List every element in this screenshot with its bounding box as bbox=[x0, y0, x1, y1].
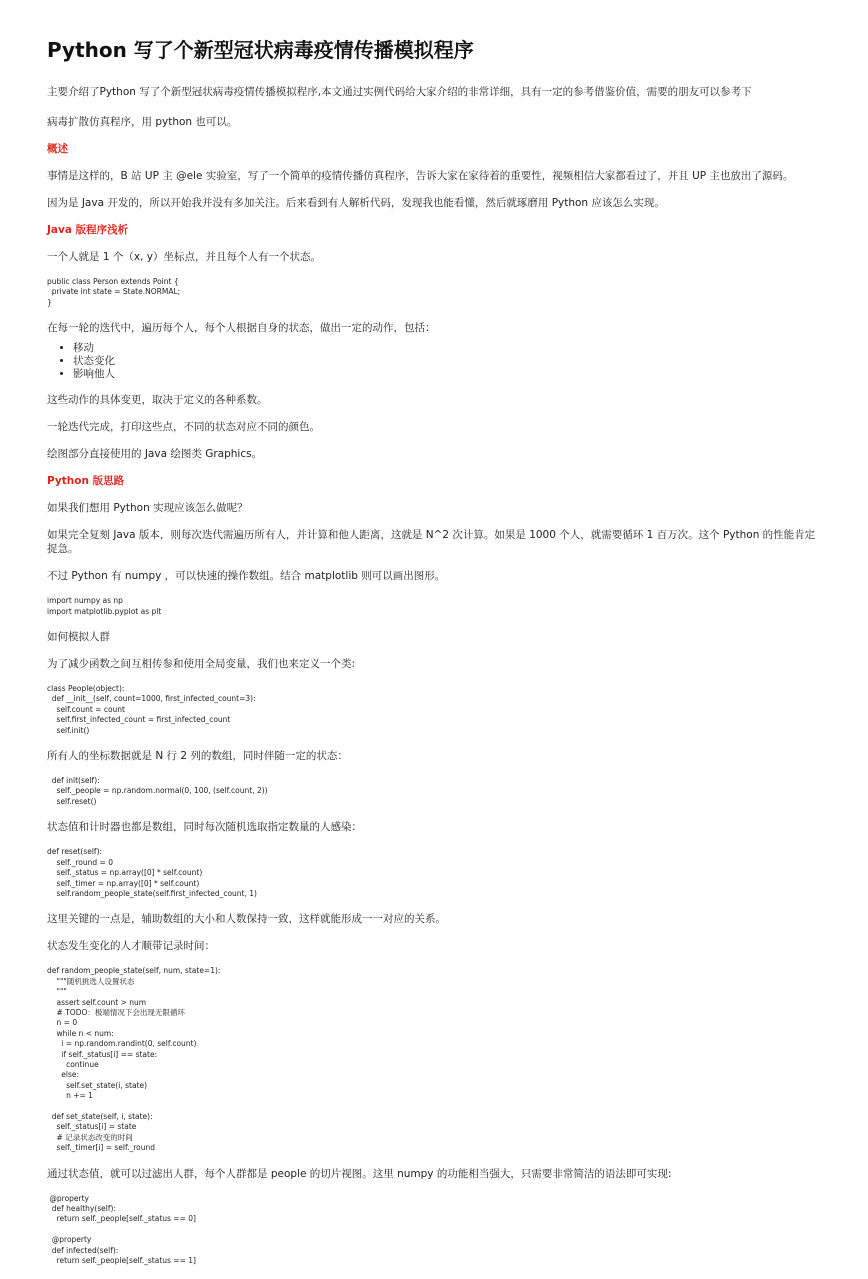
page-title: Python 写了个新型冠状病毒疫情传播模拟程序 bbox=[47, 38, 474, 62]
paragraph: 病毒扩散仿真程序，用 python 也可以。 bbox=[47, 116, 238, 128]
actions-list bbox=[47, 342, 822, 381]
list-item: • 移动 bbox=[73, 342, 822, 355]
paragraph: 一个人就是 1 个（x, y）坐标点，并且每个人有一个状态。 bbox=[47, 251, 321, 263]
paragraph: 绘图部分直接使用的 Java 绘图类 Graphics。 bbox=[47, 448, 263, 461]
code-block: import numpy as np import matplotlib.pyplot as plt bbox=[47, 596, 162, 616]
paragraph: 为了减少函数之间互相传参和使用全局变量，我们也来定义一个类: bbox=[47, 658, 356, 671]
paragraph: 因为是 Java 开发的，所以开始我并没有多加关注。后来看到有人解析代码，发现我也能看懂，然后就琢磨用 Python 应该怎么实现。 bbox=[47, 197, 665, 209]
section-heading-python: Python 版思路 bbox=[47, 475, 125, 488]
section-heading-overview: 概述 bbox=[47, 143, 68, 155]
article-summary: 主要介绍了Python 写了个新型冠状病毒疫情传播模拟程序,本文通过实例代码给大家介绍的非常详细，具有一定的参考借鉴价值，需要的朋友可以参考下 bbox=[47, 86, 752, 98]
list-item: • 状态变化 bbox=[73, 355, 822, 368]
paragraph: 事情是这样的，B 站 UP 主 @ele 实验室，写了一个简单的疫情传播仿真程序，告诉大家在家待着的重要性，视频相信大家都看过了，并且 UP 主也放出了源码。 bbox=[47, 170, 794, 182]
paragraph: 这些动作的具体变更，取决于定义的各种系数。 bbox=[47, 394, 268, 407]
paragraph: 如果我们想用 Python 实现应该怎么做呢？ bbox=[47, 502, 248, 515]
paragraph: 状态值和计时器也都是数组，同时每次随机选取指定数量的人感染： bbox=[47, 821, 362, 834]
paragraph: 一轮迭代完成，打印这些点，不同的状态对应不同的颜色。 bbox=[47, 421, 320, 434]
code-block: class People(object): def __init__(self, count=1000, first_infected_count=3): self.count = count self.first_infected_count = first_infected_count self.init() bbox=[47, 684, 256, 735]
code-block: def random_people_state(self, num, state=1): """随机挑选人设置状态 """ assert self.count > num # TODO：极端情况下会出现无限循环 n = 0 while n < num: i = np.random.randint(0, self.count) if self._status[i] == state: continue else: self.set_state(i, state) n += 1 def set_state(self, i, state): self._status[i] = state # 记录状态改变的时间 self._timer[i] = self._round bbox=[47, 966, 221, 1153]
paragraph: 如何模拟人群 bbox=[47, 631, 110, 644]
code-block: def reset(self): self._round = 0 self._status = np.array([0] * self.count) self._timer = np.array([0] * self.count) self.random_people_state(self.first_infected_count, 1) bbox=[47, 847, 257, 898]
paragraph: 状态发生变化的人才顺带记录时间： bbox=[47, 940, 215, 953]
paragraph: 在每一轮的迭代中，遍历每个人，每个人根据自身的状态，做出一定的动作，包括： bbox=[47, 322, 436, 335]
paragraph: 不过 Python 有 numpy ，可以快速的操作数组。结合 matplotlib 则可以画出图形。 bbox=[47, 570, 446, 583]
list-item: • 影响他人 bbox=[73, 368, 822, 381]
code-block: def init(self): self._people = np.random.normal(0, 100, (self.count, 2)) self.reset() bbox=[51, 776, 268, 806]
paragraph: 如果完全复刻 Java 版本，则每次迭代需遍历所有人，并计算和他人距离，这就是 N^2 次计算。如果是 1000 个人，就需要循环 1 百万次。这个 Python 的性能肯定捉急。 bbox=[47, 529, 816, 556]
paragraph: 所有人的坐标数据就是 N 行 2 列的数组，同时伴随一定的状态： bbox=[47, 750, 348, 763]
paragraph: 通过状态值，就可以过滤出人群，每个人群都是 people 的切片视图。这里 numpy 的功能相当强大，只需要非常简洁的语法即可实现: bbox=[47, 1167, 672, 1180]
section-heading-java: Java 版程序浅析 bbox=[47, 224, 129, 236]
code-block: public class Person extends Point { private int state = State.NORMAL; } bbox=[47, 277, 181, 307]
paragraph: 这里关键的一点是，辅助数组的大小和人数保持一致，这样就能形成一一对应的关系。 bbox=[47, 913, 446, 926]
article bbox=[47, 36, 822, 1279]
code-block: @property def healthy(self): return self._people[self._status == 0] @property def infected(self): return self._people[self._status == 1] bbox=[49, 1193, 196, 1266]
